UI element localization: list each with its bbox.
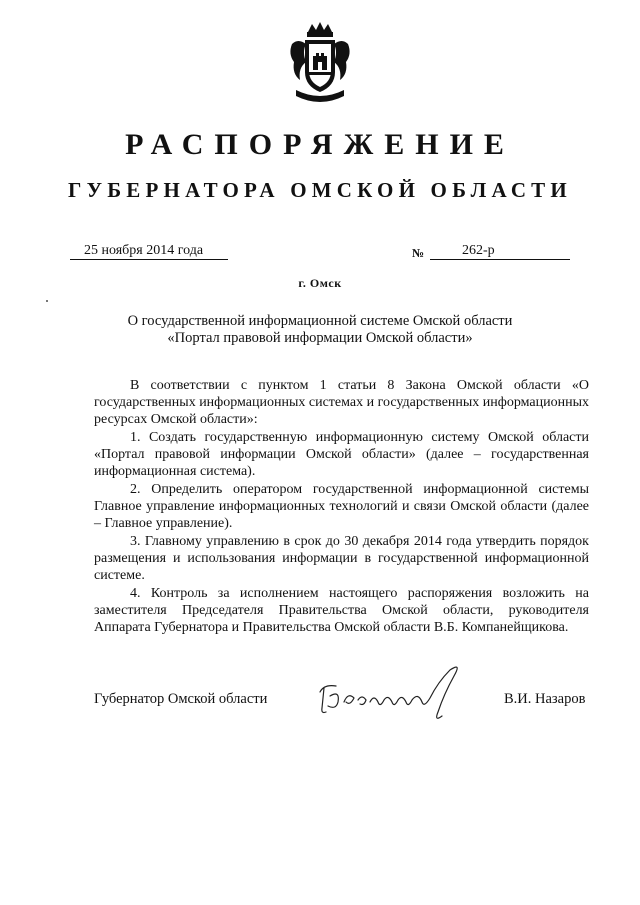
body-paragraph: 2. Определить оператором государственной информационной системы Главное управление информационных технологий и связи Омской области (далее – Главное управление).	[94, 482, 589, 531]
coat-of-arms-icon	[288, 22, 352, 106]
document-number: 262-р	[430, 243, 570, 260]
body-paragraph: 4. Контроль за исполнением настоящего распоряжения возложить на заместителя Председателя Правительства Омской области, руководителя Аппарата Губернатора и Правительства Омской области В.Б. Компанейщикова.	[94, 586, 589, 635]
body-paragraph: 3. Главному управлению в срок до 30 декабря 2014 года утвердить порядок размещения и использования информации в государственной информационной системе.	[94, 534, 589, 583]
number-label: №	[412, 246, 425, 260]
document-body	[94, 377, 589, 637]
subject-line-2: «Портал правовой информации Омской области»	[167, 330, 473, 346]
scan-speck	[46, 300, 48, 302]
handwritten-signature	[314, 662, 482, 726]
subject-line-1: О государственной информационной системе Омской области	[127, 313, 513, 329]
document-subtitle: ГУБЕРНАТОРА ОМСКОЙ ОБЛАСТИ	[68, 178, 572, 202]
signatory-position: Губернатор Омской области	[94, 691, 268, 707]
document-date: 25 ноября 2014 года	[70, 243, 228, 260]
document-title: РАСПОРЯЖЕНИЕ	[125, 128, 515, 161]
body-paragraph: 1. Создать государственную информационную систему Омской области «Портал правовой информации Омской области» (далее – государственная информационная система).	[94, 430, 589, 479]
signatory-name: В.И. Назаров	[504, 691, 586, 707]
document-subject	[90, 313, 550, 347]
body-paragraph: В соответствии с пунктом 1 статьи 8 Закона Омской области «О государственных информационных системах и государственных информационных ресурсах Омской области»:	[94, 378, 589, 427]
document-city: г. Омск	[298, 276, 342, 290]
